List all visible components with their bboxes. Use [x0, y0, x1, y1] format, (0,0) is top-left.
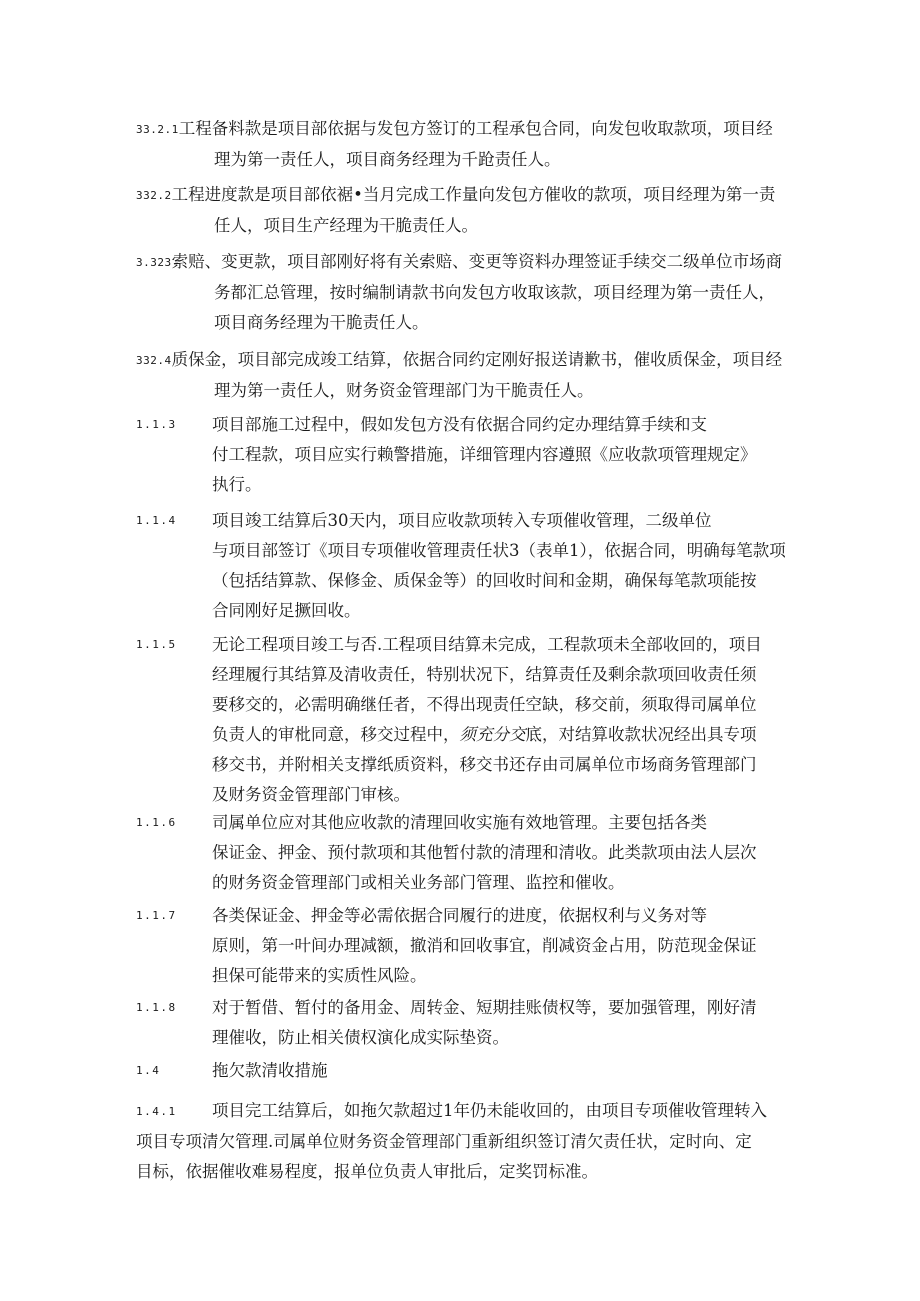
clause-text: 质保金，项目部完成竣工结算，依据合同约定刚好报送请歉书，催收质保金，项目经	[171, 350, 783, 369]
clause-text: 经理履行其结算及清收责任，特别状况下，结算责任及剩余款项回收责任须	[212, 665, 757, 684]
clause-text: 保证金、押金、预付款项和其他暂付款的清理和清收。此类款项由法人层次	[212, 843, 757, 862]
clause-text: 项目竣工结算后30天内，项目应收款项转入专项催收管理，二级单位	[212, 511, 712, 530]
clause-332-2	[136, 180, 786, 241]
italic-phrase: 须充分交	[459, 725, 526, 744]
clause-1-1-5	[136, 630, 786, 810]
clause-text: 执行。	[212, 475, 262, 494]
clause-text: 无论工程项目竣工与否.工程项目结算未完成，工程款项未全部收回的，项目	[212, 635, 762, 654]
clause-332-4	[136, 345, 786, 406]
clause-1-1-3	[136, 410, 786, 500]
clause-text: 项目专项清欠管理.司属单位财务资金管理部门重新组织签订清欠责任状，定时向、定	[136, 1132, 752, 1151]
clause-text: 负责人的审枇同意，移交过程中，	[212, 725, 460, 744]
clause-text: 各类保证金、押金等必需依据合同履行的进度，依据权利与义务对等	[212, 906, 707, 925]
clause-text: 原则，第一叶间办理减额，撤消和回收事宜，削减资金占用，防范现金保证	[212, 936, 757, 955]
clause-number: 332.4	[136, 354, 172, 367]
clause-text: 司属单位应对其他应收款的清理回收实施有效地管理。主要包括各类	[212, 813, 707, 832]
clause-1-1-6	[136, 808, 786, 898]
clause-text: 合同刚好足撅回收。	[212, 601, 361, 620]
clause-text: 务都汇总管理，按时编制请款书向发包方收取该款，项目经理为第一责任人，	[214, 283, 775, 302]
clause-text: 项目完工结算后，如拖欠款超过1年仍未能收回的，由项目专项催收管理转入	[212, 1101, 767, 1120]
clause-number: 1.1.4	[136, 514, 177, 527]
clause-number: 33.2.1	[136, 123, 179, 136]
clause-text: 要移交的，必需明确继任者，不得出现责任空缺，移交前，须取得司属单位	[212, 695, 757, 714]
clause-text: 及财务资金管理部门审核。	[212, 785, 410, 804]
clause-number: 332.2	[136, 189, 172, 202]
section-heading: 拖欠款清收措施	[212, 1061, 328, 1080]
clause-text: 担保可能带来的实质性风险。	[212, 966, 427, 985]
clause-1-1-4	[136, 506, 786, 626]
clause-text: 目标，依据催收难易程度，报单位负责人审批后，定奖罚标准。	[136, 1162, 598, 1181]
section-number: 1.4	[136, 1064, 161, 1077]
clause-text: 理为第一责任人，财务资金管理部门为干脆责任人。	[214, 381, 594, 400]
clause-text: 工程进度款是项目部依裾•当月完成工作量向发包方催收的款项，项目经理为第一责	[171, 185, 776, 204]
clause-text: 任人，项目生产经理为干脆责任人。	[214, 216, 478, 235]
clause-text: 移交书，并附相关支撑纸质资料，移交书还存由司属单位市场商务管理部门	[212, 755, 757, 774]
clause-text: 理为第一责任人，项目商务经理为千跄责任人。	[214, 150, 561, 169]
clause-1-1-7	[136, 901, 786, 991]
clause-1-4-1	[136, 1096, 786, 1187]
clause-text: 索赔、变更款，项目部刚好将有关索赔、变更等资料办理签证手续交二级单位市场商	[171, 252, 783, 271]
clause-number: 1.1.3	[136, 418, 177, 431]
clause-text: 理催收，防止相关债权演化成实际垫资。	[212, 1028, 509, 1047]
clause-text: 工程备料款是项目部依据与发包方签订的工程承包合同，向发包收取款项，项目经	[178, 119, 773, 138]
clause-text: 与项目部签订《项目专项催收管理责任状3（表单1），依据合同，明确每笔款项	[212, 541, 786, 560]
clause-33-2-1	[136, 114, 786, 175]
clause-text: 项目部施工过程中，假如发包方没有依据合同约定办理结算手续和支	[212, 415, 707, 434]
clause-text: 对于暂借、暂付的备用金、周转金、短期挂账债权等，要加强管理，刚好清	[212, 998, 757, 1017]
clause-text: 的财务资金管理部门或相关业务部门管理、监控和催收。	[212, 873, 625, 892]
clause-number: 1.1.8	[136, 1001, 177, 1014]
clause-number: 1.1.5	[136, 638, 177, 651]
clause-text: 付工程款，项目应实行赖警措施，详细管理内容遵照《应收款项管理规定》	[212, 445, 757, 464]
clause-1-1-8	[136, 993, 786, 1053]
section-1-4	[136, 1056, 786, 1086]
clause-number: 1.1.6	[136, 816, 177, 829]
clause-3-323	[136, 247, 786, 338]
clause-text: 项目商务经理为干脆责任人。	[214, 313, 429, 332]
clause-number: 1.1.7	[136, 909, 177, 922]
clause-number: 1.4.1	[136, 1105, 177, 1118]
clause-text: 底，对结算收款状况经出具专项	[525, 725, 757, 744]
clause-number: 3.323	[136, 256, 172, 269]
clause-text: （包括结算款、保修金、质保金等）的回收时间和金期，确保每笔款项能按	[212, 571, 757, 590]
